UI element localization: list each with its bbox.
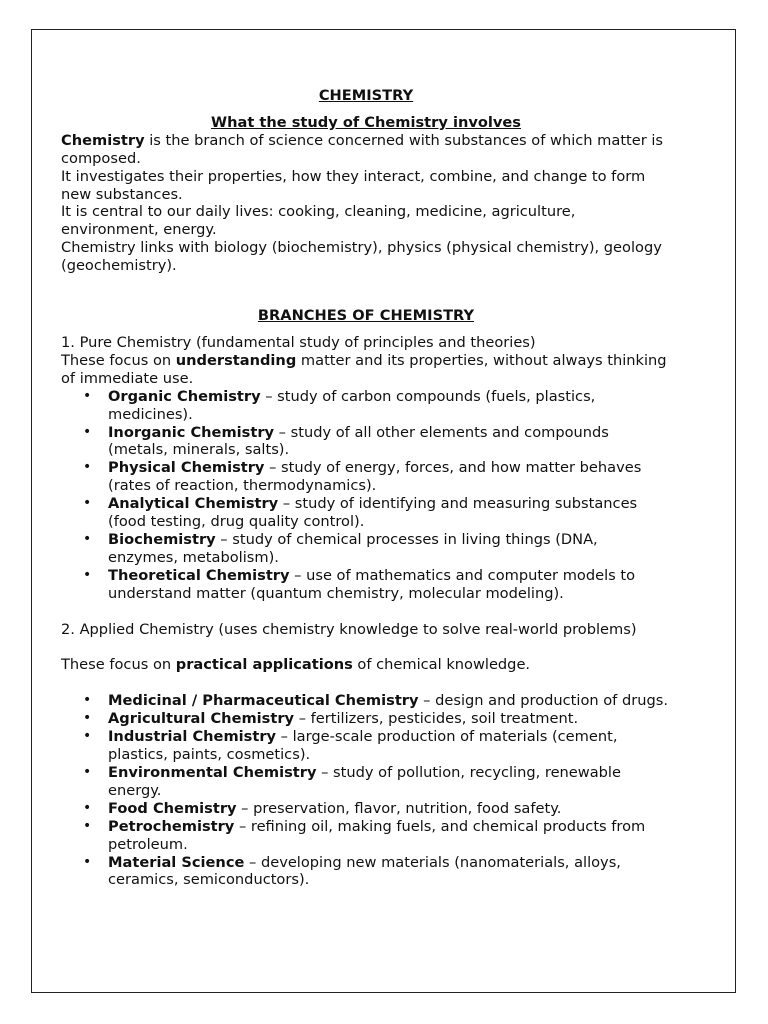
branch-term: Medicinal / Pharmaceutical Chemistry xyxy=(108,692,419,710)
section-heading-branches: BRANCHES OF CHEMISTRY xyxy=(257,307,475,325)
branch-term: Agricultural Chemistry xyxy=(108,710,295,728)
branch-description: – developing new materials (nanomaterials, alloys, ceramics, semiconductors). xyxy=(108,853,621,889)
list-item xyxy=(61,459,671,495)
focus-bold-text: practical applications xyxy=(175,656,353,674)
focus-text: of chemical knowledge. xyxy=(352,656,531,674)
list-item xyxy=(61,531,671,567)
list-item xyxy=(61,692,671,710)
focus-text: These focus on xyxy=(61,656,176,674)
branch-description: – study of all other elements and compounds (metals, minerals, salts). xyxy=(108,423,609,459)
document-content xyxy=(61,87,671,889)
branch-description: – fertilizers, pesticides, soil treatment. xyxy=(294,710,579,728)
document-title: CHEMISTRY xyxy=(318,87,414,104)
branch-term: Petrochemistry xyxy=(108,817,235,835)
branch-description: – use of mathematics and computer models to understand matter (quantum chemistry, molecular modeling). xyxy=(108,566,636,602)
paragraph-line: It is central to our daily lives: cooking, cleaning, medicine, agriculture, environment, energy. xyxy=(61,203,576,239)
list-item xyxy=(61,818,671,854)
branch-description: – large-scale production of materials (cement, plastics, paints, cosmetics). xyxy=(108,728,618,764)
list-item xyxy=(61,567,671,603)
focus-text: matter and its properties, without always thinking of immediate use. xyxy=(61,351,667,387)
branch-term: Material Science xyxy=(108,853,245,871)
branch-description: – study of carbon compounds (fuels, plastics, medicines). xyxy=(108,387,596,423)
branch-description: – study of energy, forces, and how matter behaves (rates of reaction, thermodynamics). xyxy=(108,459,642,495)
list-item xyxy=(61,764,671,800)
applied-focus-line xyxy=(61,656,671,674)
branch-description: – design and production of drugs. xyxy=(418,692,668,710)
branch-term: Inorganic Chemistry xyxy=(108,423,275,441)
pure-focus-line xyxy=(61,352,671,388)
focus-bold-text: understanding xyxy=(175,351,297,369)
branch-term: Theoretical Chemistry xyxy=(108,566,290,584)
applied-branches-list xyxy=(61,692,671,889)
pure-branches-list xyxy=(61,388,671,603)
branch-term: Organic Chemistry xyxy=(108,387,261,405)
intro-paragraph xyxy=(61,132,671,168)
focus-text: These focus on xyxy=(61,351,176,369)
branch-term: Physical Chemistry xyxy=(108,459,265,477)
list-item xyxy=(61,800,671,818)
branch-term: Environmental Chemistry xyxy=(108,764,317,781)
branch-description: – preservation, flavor, nutrition, food safety. xyxy=(236,799,562,817)
branch-description: – study of pollution, recycling, renewable energy. xyxy=(108,764,621,799)
list-item xyxy=(61,710,671,728)
paragraph-line: It investigates their properties, how they interact, combine, and change to form new substances. xyxy=(61,167,646,203)
list-item xyxy=(61,728,671,764)
branch-term: Food Chemistry xyxy=(108,799,237,817)
branch-term: Analytical Chemistry xyxy=(108,495,279,513)
branch-description: – study of identifying and measuring substances (food testing, drug quality control). xyxy=(108,495,638,531)
paragraph-line: Chemistry links with biology (biochemistry), physics (physical chemistry), geology (geochemistry). xyxy=(61,239,662,275)
list-item xyxy=(61,424,671,460)
intro-text: is the branch of science concerned with substances of which matter is composed. xyxy=(61,131,664,167)
pure-chemistry-title: 1. Pure Chemistry (fundamental study of principles and theories) xyxy=(61,333,536,351)
section-heading-study: What the study of Chemistry involves xyxy=(211,113,521,131)
list-item xyxy=(61,854,671,890)
applied-chemistry-title: 2. Applied Chemistry (uses chemistry knowledge to solve real-world problems) xyxy=(61,620,637,638)
branch-description: – study of chemical processes in living things (DNA, enzymes, metabolism). xyxy=(108,530,598,566)
intro-term: Chemistry xyxy=(61,131,145,149)
list-item xyxy=(61,495,671,531)
branch-term: Industrial Chemistry xyxy=(108,728,277,746)
list-item xyxy=(61,388,671,424)
branch-description: – refining oil, making fuels, and chemical products from petroleum. xyxy=(108,817,646,853)
branch-term: Biochemistry xyxy=(108,530,216,548)
